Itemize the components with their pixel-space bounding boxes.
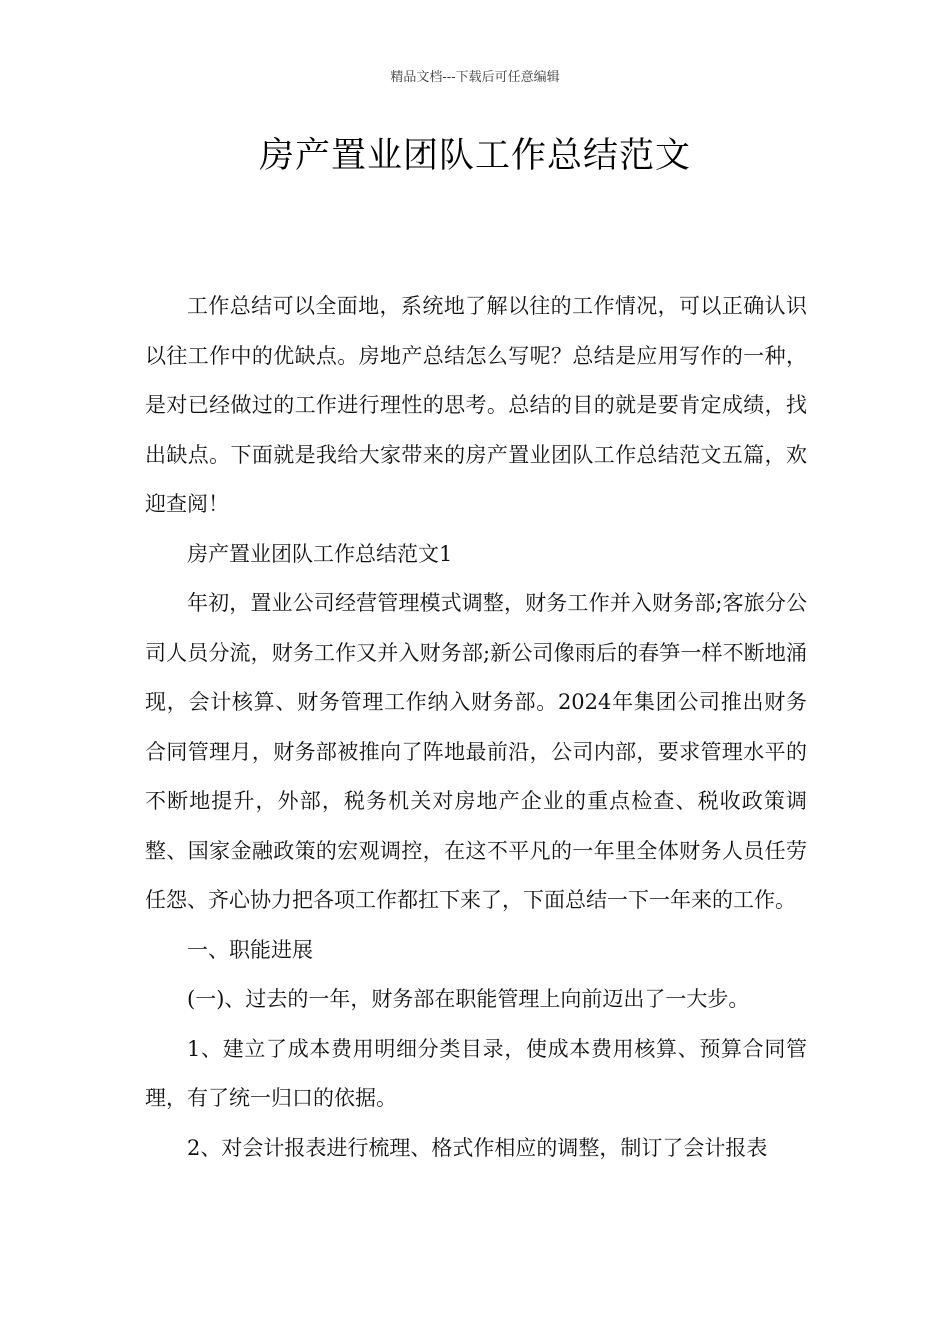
subsection-heading: 一、职能进展 — [187, 937, 313, 962]
list-item: 1、建立了成本费用明细分类目录，使成本费用核算、预算合同管理，有了统一归口的依据。 — [145, 1036, 807, 1110]
list-item: 2、对会计报表进行梳理、格式作相应的调整，制订了会计报表 — [187, 1135, 768, 1160]
intro-paragraph: 工作总结可以全面地，系统地了解以往的工作情况，可以正确认识以往工作中的优缺点。房地产总结怎么写呢？总结是应用写作的一种，是对已经做过的工作进行理性的思考。总结的目的就是要肯定成绩，找出缺点。下面就是我给大家带来的房产置业团队工作总结范文五篇，欢迎查阅！ — [145, 294, 807, 516]
body-paragraph: (一)、过去的一年，财务部在职能管理上向前迈出了一大步。 — [187, 987, 750, 1011]
section-heading: 房产置业团队工作总结范文1 — [187, 541, 453, 566]
document-title: 房产置业团队工作总结范文 — [258, 136, 691, 176]
document-body — [145, 282, 807, 1173]
body-paragraph: 年初，置业公司经营管理模式调整，财务工作并入财务部;客旅分公司人员分流，财务工作又并入财务部;新公司像雨后的春笋一样不断地涌现，会计核算、财务管理工作纳入财务部。2024年集团公司推出财务合同管理月，财务部被推向了阵地最前沿，公司内部，要求管理水平的不断地提升，外部，税务机关对房地产企业的重点检查、税收政策调整、国家金融政策的宏观调控，在这不平凡的一年里全体财务人员任劳任怨、齐心协力把各项工作都扛下来了，下面总结一下一年来的工作。 — [145, 591, 807, 912]
page-header: 精品文档---下载后可任意编辑 — [390, 70, 560, 85]
